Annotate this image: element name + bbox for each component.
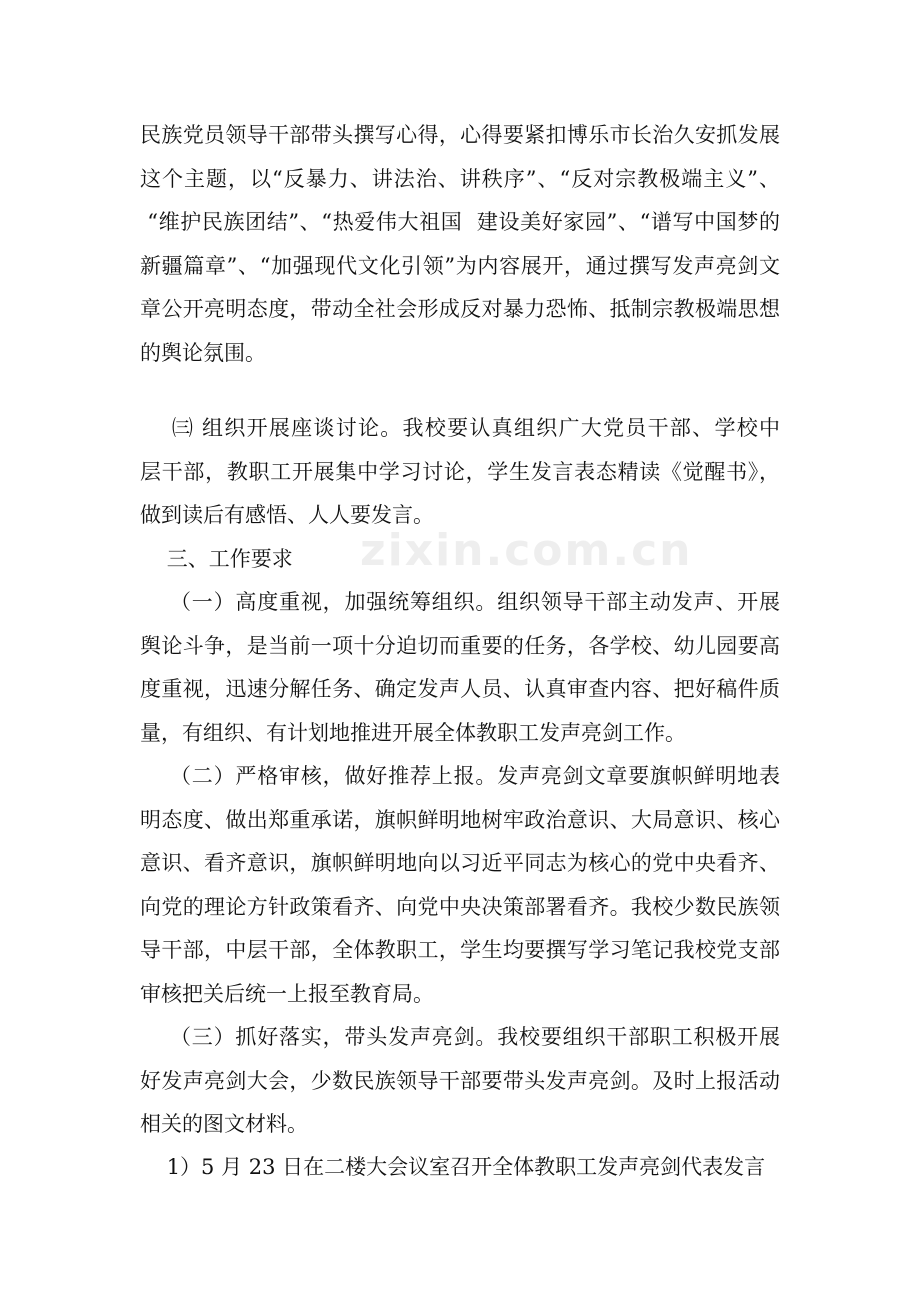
paragraph-line: 1）5 月 23 日在二楼大会议室召开全体教职工发声亮剑代表发言 [140,1155,766,1179]
section-heading: 三、工作要求 [140,547,293,571]
paragraph-line: 新疆篇章”、“加强现代文化引领”为内容展开，通过撰写发声亮剑文 [140,253,780,278]
paragraph-line: 审核把关后统一上报至教育局。 [140,981,434,1006]
paragraph-line: 相关的图文材料。 [140,1112,308,1136]
paragraph-line: “维护民族团结”、“热爱伟大祖国 建设美好家园”、“谱写中国梦的 [140,210,780,234]
paragraph-line: 好发声亮剑大会，少数民族领导干部要带头发声亮剑。及时上报活动 [140,1068,780,1093]
paragraph-line: （一）高度重视，加强统筹组织。组织领导干部主动发声、开展 [140,590,780,614]
paragraph-line: ㈢ 组织开展座谈讨论。我校要认真组织广大党员干部、学校中 [140,416,780,440]
paragraph-line: 导干部，中层干部，全体教职工，学生均要撰写学习笔记我校党支部 [140,938,780,962]
paragraph-line: 度重视，迅速分解任务、确定发声人员、认真审查内容、把好稿件质 [140,677,780,701]
paragraph-line: （三）抓好落实，带头发声亮剑。我校要组织干部职工积极开展 [140,1025,780,1049]
paragraph-line: 层干部，教职工开展集中学习讨论，学生发言表态精读《觉醒书》， [140,459,780,484]
paragraph-line: 做到读后有感悟、人人要发言。 [140,503,434,527]
paragraph-requirement-3 [140,1016,780,1147]
paragraph-line: 明态度、做出郑重承诺，旗帜鲜明地树牢政治意识、大局意识、核心 [140,807,780,832]
section-heading-work-requirements [140,538,780,582]
paragraph-requirement-2 [140,755,780,1016]
paragraph-line: 的舆论氛围。 [140,340,266,365]
paragraph-line: 舆论斗争，是当前一项十分迫切而重要的任务，各学校、幼儿园要高 [140,633,780,658]
paragraph-discussion [140,407,780,538]
paragraph-line: 向党的理论方针政策看齐、向党中央决策部署看齐。我校少数民族领 [140,894,780,919]
paragraph-line: 量，有组织、有计划地推进开展全体教职工发声亮剑工作。 [140,720,686,745]
paragraph-item-1 [140,1146,780,1190]
paragraph-line: （二）严格审核，做好推荐上报。发声亮剑文章要旗帜鲜明地表 [140,764,780,788]
paragraph-line: 意识、看齐意识，旗帜鲜明地向以习近平同志为核心的党中央看齐、 [140,851,780,875]
paragraph-line: 章公开亮明态度，带动全社会形成反对暴力恐怖、抵制宗教极端思想 [140,297,780,321]
watermark: zixin.com.cn [360,525,693,576]
paragraph-requirement-1 [140,581,780,755]
paragraph-line: 民族党员领导干部带头撰写心得，心得要紧扣博乐市长治久安抓发展 [140,123,780,147]
paragraph-theme-writing [140,114,780,375]
paragraph-line: 这个主题，以“反暴力、讲法治、讲秩序”、“反对宗教极端主义”、 [140,166,780,191]
